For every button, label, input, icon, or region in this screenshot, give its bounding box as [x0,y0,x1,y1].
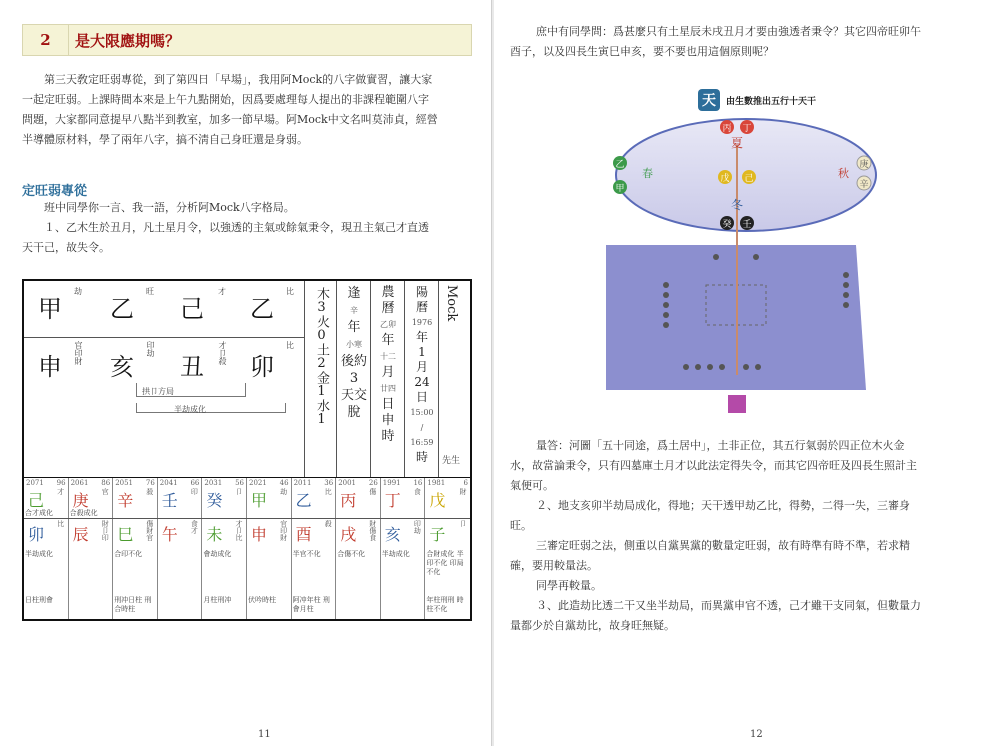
luck-pillar [24,478,69,619]
lunar-text: 月 [381,365,395,380]
branch-tag: 官印財 [74,341,83,365]
stem-label: 乙 [615,160,625,170]
term-text: 天交 [340,388,367,403]
diagram-title: 由生數推出五行十天干 [726,97,817,107]
luck-year: 1981 [427,479,446,487]
luck-note: 月柱刑冲 [203,596,232,604]
branch-hour: 卯 [250,353,274,381]
section-title: 定旺弱專從 [22,184,88,199]
element-counts: 木3火0土2金1水1 [314,287,329,427]
question-line: 酉子，以及四長生寅巳申亥，要不要也用這個原則呢？ [510,45,774,58]
question-line: 庶中有同學問：爲甚麼只有土星辰未戌丑月才要由強透者秉令？其它四帝旺卯午 [536,25,921,38]
solar-text: 15:00 [410,408,434,417]
lunar-column [374,285,402,445]
luck-year: 2051 [115,479,134,487]
term-text: 後約 [340,354,367,369]
chapter-number: 2 [23,25,69,55]
branch-tag: 印劫 [146,341,155,357]
branch-day: 丑 [180,353,204,381]
luck-pillar [292,478,337,619]
luck-pillar [69,478,114,619]
stem-day: 己 [180,295,204,323]
term-text: 辛 [350,306,358,315]
term-text: 小寒 [346,340,362,349]
answer-line: 氣便可。 [510,479,554,492]
stem-tag: 才 [218,287,226,296]
luck-year: 2001 [338,479,357,487]
luck-branch-tag: 傷財官 [145,520,154,541]
luck-note: 合傷不化 [337,550,366,558]
luck-note: 合財成化 半印不化 印局不化 [426,550,464,576]
stem-year: 甲 [38,295,62,323]
solar-text: 陽 [415,285,428,299]
luck-stem: 乙 [295,491,312,510]
analysis-paragraph [510,496,970,636]
page-number: 11 [258,729,271,740]
luck-stem-tag: 食 [413,488,422,495]
client-gender: 先生 [442,456,461,466]
luck-divider [24,518,470,519]
lunar-text: 曆 [381,301,395,316]
luck-age: 56 [235,479,244,487]
luck-stem-tag: 才 [56,488,65,495]
body-line: 班中同學你一言、我一語，分析阿Mock八字格局。 [44,201,295,214]
stem-label: 己 [744,174,754,184]
stem-label: 丁 [742,124,752,134]
answer-paragraph [510,436,970,496]
branch-month: 亥 [110,353,134,381]
season-label: 春 [642,167,653,180]
luck-pillar [425,478,470,619]
stem-label: 戊 [720,174,730,184]
body-line: 三審定旺弱之法，側重以自黨異黨的數量定旺弱，故有時準有時不準，若求精 [536,539,910,552]
intro-line: 第三天敎定旺弱專從，到了第四日「早場」，我用阿Mock的八字做實習，讓大家 [44,73,433,86]
chapter-title: 是大限應期嗎？ [75,31,181,50]
lunar-text: 日 [381,397,395,412]
luck-branch-tag: 印劫 [413,520,422,534]
luck-stem: 己 [28,491,45,510]
luck-branch: 卯 [28,525,45,544]
season-label: 冬 [730,198,744,212]
intro-line: 半導體原材料，學了兩年八字，搞不淸自己身旺還是身弱。 [22,133,308,146]
heaven-icon-text: 天 [702,93,716,109]
luck-stem: 辛 [117,491,134,510]
stem-label: 癸 [722,220,732,230]
luck-branch: 午 [161,525,178,544]
stem-tag: 比 [286,287,294,296]
answer-line: 水，故當論秉令，只有四墓庫土月才以此法定得失令，而其它四帝旺及四長生照計主 [510,459,917,472]
solar-text: 年 [415,330,428,344]
luck-stem-tag: 財 [458,488,467,495]
luck-stem-tag: 卩 [234,488,243,495]
luck-year: 2031 [204,479,223,487]
luck-pillar [202,478,247,619]
luck-stem-tag: 官 [101,488,110,495]
solar-text: / [420,423,424,432]
luck-age: 36 [324,479,334,487]
branch-year: 申 [38,353,62,381]
luck-stem: 戊 [429,491,446,510]
intro-line: 一起定旺弱。上課時間本來是上午九點開始，因爲要處理每人提出的非課程範圍八字 [22,93,429,106]
luck-pillar [381,478,426,619]
luck-note: 合殺成化 [69,509,98,517]
branch-tag: 比 [286,341,294,350]
luck-age: 26 [368,479,378,487]
body-line: 旺。 [510,519,532,532]
luck-note: 阿冲年柱 刑會月柱 [292,596,330,613]
luck-pillar [113,478,158,619]
term-column [340,285,368,421]
stem-label: 壬 [742,220,752,230]
luck-note: 半劫成化 [381,550,410,558]
luck-branch-tag: 食才 [190,520,199,534]
term-text: 逢 [347,286,361,301]
season-label: 夏 [730,136,744,150]
heaven-stems-diagram [606,85,886,415]
luck-stem-tag: 印 [190,488,199,495]
stem-label: 庚 [859,160,869,170]
luck-branch: 辰 [72,525,89,544]
luck-year: 1991 [382,479,401,487]
solar-text: 1976 [411,318,433,327]
luck-pillar [247,478,292,619]
lunar-text: 年 [381,333,395,348]
luck-pillar [336,478,381,619]
lunar-text: 農 [381,285,395,300]
luck-note: 年柱刑刑 時柱不化 [426,596,464,613]
luck-branch-tag: 才卩比 [234,520,243,541]
solar-text: 24 [414,375,430,389]
intro-line: 問題，大家都同意提早八點半到教室，加多一節早場。阿Mock中文名叫莫沛貞，經營 [22,113,438,126]
body-line: ２、地支亥卯半劫局成化，得地；天干透甲劫乙比，得勢，二得一失，三審身 [536,499,910,512]
solar-text: 曆 [415,300,428,314]
combo-note: 半劫成化 [174,405,206,414]
stem-tag: 旺 [146,287,154,296]
lunar-text: 申 [381,413,395,428]
solar-text: 16:59 [410,438,434,447]
luck-pillars [24,478,470,619]
luck-branch: 未 [206,525,223,544]
luck-age: 96 [56,479,66,487]
lunar-text: 乙卯 [380,320,396,329]
term-text: 3 [349,371,359,386]
combo-note: 拱卩方局 [142,387,174,396]
bazi-chart [22,279,472,621]
earth-marker [728,395,746,413]
body-line: 同學再較量。 [536,579,602,592]
luck-branch: 申 [251,525,268,544]
lunar-text: 時 [381,429,395,444]
luck-stem: 甲 [251,491,268,510]
luck-note: 伏吟時柱 [248,596,276,604]
luck-stem: 壬 [161,491,178,510]
luck-age: 76 [145,479,155,487]
body-line: 確，要用較量法。 [510,559,598,572]
luck-branch-tag: 比 [56,520,65,527]
solar-text: 1 [418,345,426,359]
stem-label: 辛 [859,180,869,190]
luck-age: 6 [463,479,468,487]
page-number: 12 [750,729,763,740]
solar-column [408,285,436,465]
luck-branch-tag: 官印財 [279,520,288,541]
answer-line: 量答：河圖「五十同途，爲土居中」，土非正位，其五行氣弱於四正位木火金 [536,439,905,452]
chapter-heading [22,24,472,56]
luck-note: 合印不化 [114,550,143,558]
luck-branch-tag: 殺 [324,520,333,527]
luck-branch: 戌 [340,525,357,544]
solar-text: 月 [415,360,428,374]
luck-branch-tag: 卩 [458,520,467,527]
luck-note: 會劫成化 [203,550,232,558]
client-name: Mock [444,285,459,322]
left-page [0,0,492,746]
combo-bracket [136,403,286,413]
luck-year: 2041 [159,479,178,487]
body-line: １、乙木生於丑月，凡土星月令，以強透的主氣或餘氣秉令，現丑主氣己才直透 [44,221,429,234]
luck-note: 合才成化 [25,509,53,517]
luck-age: 86 [101,479,111,487]
luck-stem-tag: 傷 [368,488,377,495]
luck-stem: 癸 [206,491,223,510]
luck-stem-tag: 比 [324,488,333,495]
luck-branch: 亥 [384,525,401,544]
luck-note: 刑冲日柱 刑合時柱 [114,596,152,613]
branch-tag: 才卩殺 [218,341,227,365]
luck-stem: 丁 [384,491,401,510]
lunar-text: 十二 [380,352,396,361]
luck-branch-tag: 財傷食 [368,520,377,541]
solar-text: 時 [415,450,428,464]
luck-note: 半官不化 [292,550,321,558]
luck-age: 16 [413,479,423,487]
right-page [494,0,988,746]
luck-year: 2011 [293,479,312,487]
term-text: 脫 [347,405,361,420]
luck-stem: 丙 [340,491,357,510]
stem-hour: 乙 [250,295,274,323]
luck-year: 2071 [26,479,44,487]
stem-label: 甲 [615,184,625,194]
luck-stem: 庚 [72,491,89,510]
solar-text: 日 [415,390,428,404]
luck-branch-tag: 財卩印 [101,520,110,541]
season-label: 秋 [838,167,849,180]
luck-stem-tag: 劫 [279,488,288,495]
question-paragraph [510,22,970,62]
luck-age: 46 [279,479,289,487]
body-line: ３、此造劫比透二干又坐半劫局，而異黨申官不透，己才雖干支同氣，但數量力 [536,599,921,612]
stem-tag: 劫 [74,287,82,296]
luck-branch: 子 [429,525,446,544]
stem-month: 乙 [110,295,134,323]
luck-year: 2021 [249,479,267,487]
analysis-paragraph [22,198,474,258]
luck-branch: 巳 [117,525,134,544]
luck-branch: 酉 [295,525,312,544]
luck-note: 半劫成化 [25,550,53,558]
luck-stem-tag: 殺 [145,488,154,495]
luck-year: 2061 [70,479,89,487]
stem-label: 丙 [722,124,732,134]
luck-note: 日柱刑會 [25,596,53,604]
term-text: 年 [347,320,361,335]
body-line: 量都少於自黨劫比，故身旺無疑。 [510,619,675,632]
luck-age: 66 [190,479,200,487]
body-line: 天干己，故失令。 [22,241,110,254]
intro-paragraph [22,70,474,150]
luck-pillar [158,478,203,619]
lunar-text: 廿四 [380,384,396,393]
